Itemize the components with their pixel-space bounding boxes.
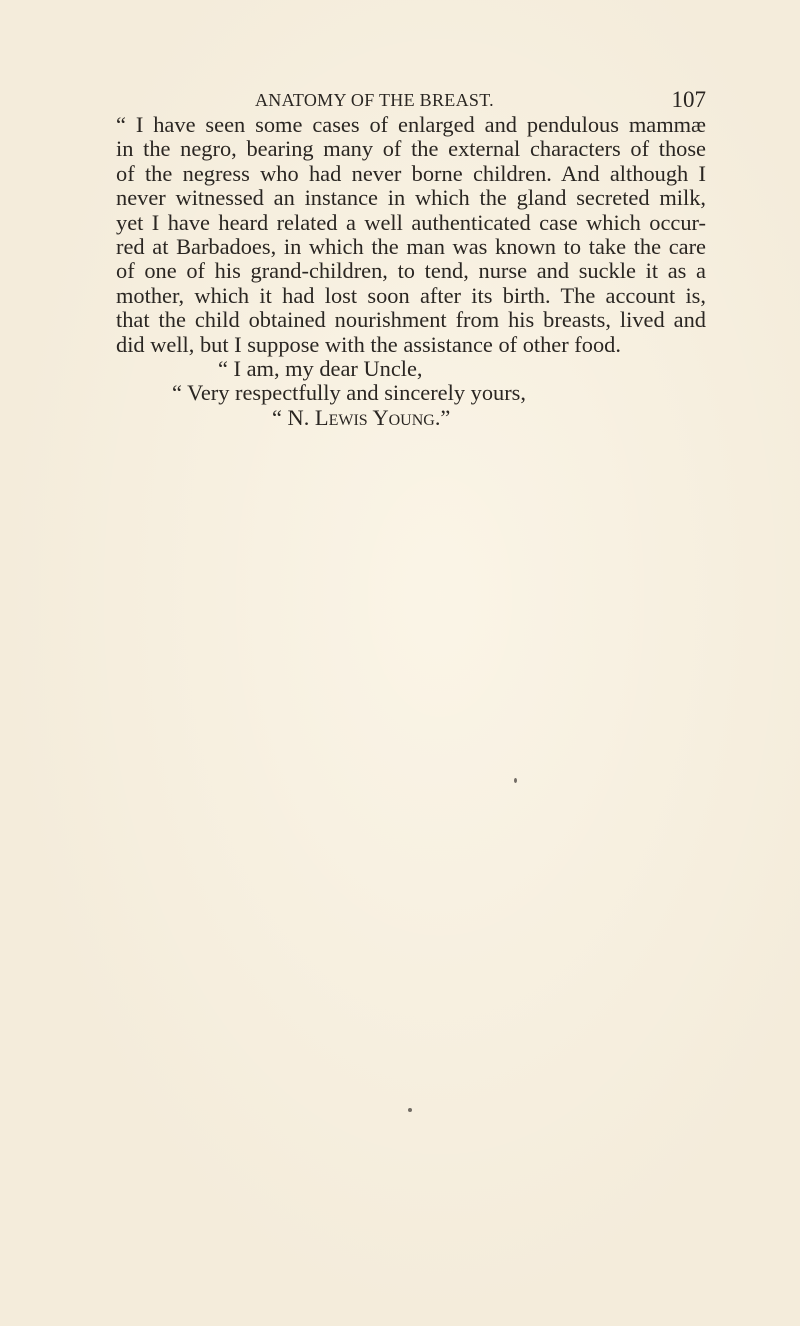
text-line: mother, which it had lost soon after its birth. The account is,	[116, 282, 706, 308]
text-line: did well, but I suppose with the assistance of other food.	[116, 331, 621, 357]
letter-paragraph	[100, 113, 706, 357]
text-line: “ I have seen some cases of enlarged and pendulous mammæ	[116, 112, 706, 137]
text-line: red at Barbadoes, in which the man was known to take the care	[116, 234, 706, 260]
text-line: in the negro, bearing many of the external characters of those	[116, 136, 706, 162]
letter-text	[100, 113, 706, 430]
text-line: of one of his grand-children, to tend, nurse and suckle it as a	[116, 258, 706, 284]
text-line: never witnessed an instance in which the gland secreted milk,	[116, 185, 706, 211]
running-title: ANATOMY OF THE BREAST.	[255, 90, 494, 110]
text-line: that the child obtained nourishment from his breasts, lived and	[116, 307, 706, 333]
paper-speck	[408, 1108, 412, 1112]
running-head	[100, 87, 706, 114]
text-line: of the negress who had never borne children. And although I	[116, 160, 706, 186]
letter-closing	[100, 357, 706, 430]
text-line: yet I have heard related a well authenticated case which occur-	[116, 209, 706, 235]
page-number: 107	[671, 87, 706, 112]
closing-valediction: “ Very respectfully and sincerely yours,	[172, 380, 526, 406]
paper-speck	[514, 778, 517, 783]
closing-salutation: “ I am, my dear Uncle,	[218, 356, 423, 382]
signature: “ N. Lewis Young.”	[272, 404, 451, 430]
